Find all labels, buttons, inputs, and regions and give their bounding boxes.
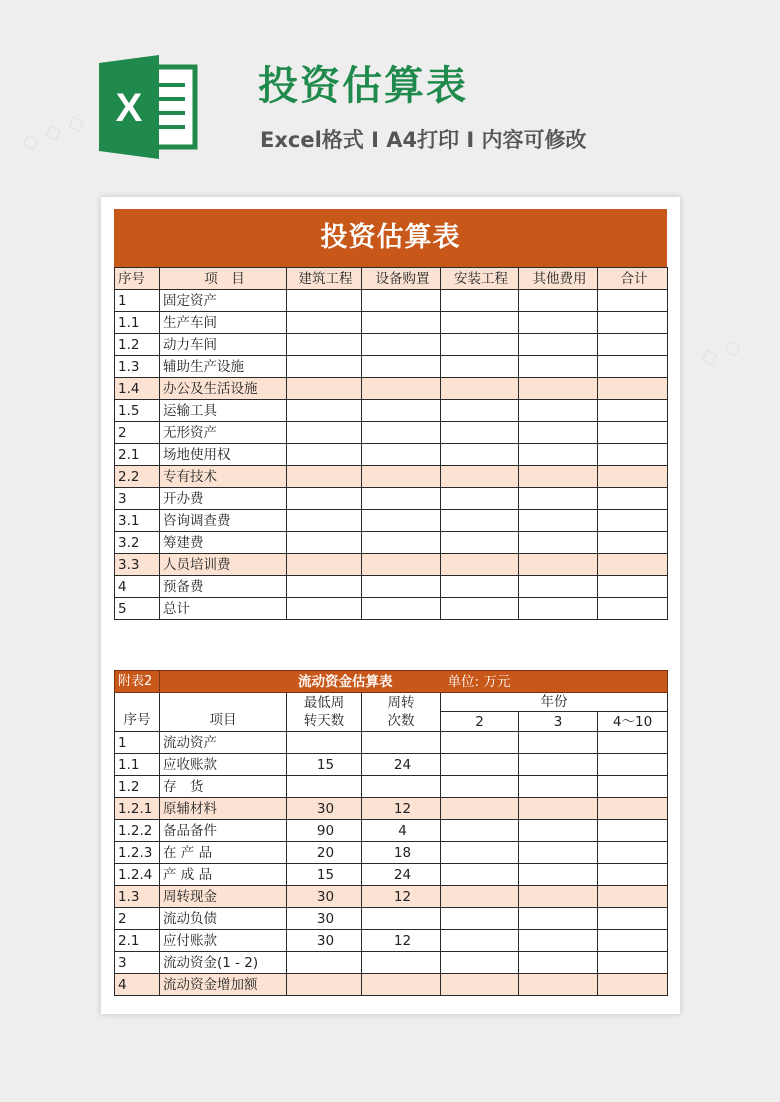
year-header: 年份 xyxy=(441,693,668,712)
min-turnover-days: 15 xyxy=(287,754,362,776)
empty-cell[interactable] xyxy=(519,820,598,842)
table-row xyxy=(115,598,668,620)
row-item: 总计 xyxy=(160,598,287,620)
row-item: 在 产 品 xyxy=(160,842,287,864)
table-row xyxy=(115,422,668,444)
empty-cell[interactable] xyxy=(362,400,441,422)
min-turnover-days xyxy=(287,776,362,798)
empty-cell[interactable] xyxy=(519,930,598,952)
table-row xyxy=(115,864,668,886)
empty-cell[interactable] xyxy=(598,488,668,510)
row-number: 3.1 xyxy=(115,510,160,532)
empty-cell[interactable] xyxy=(519,908,598,930)
column-header: 设备购置 xyxy=(362,268,441,290)
turnover-times: 12 xyxy=(362,886,441,908)
row-number: 1.3 xyxy=(115,356,160,378)
column-header xyxy=(362,693,441,732)
empty-cell[interactable] xyxy=(519,290,598,312)
min-days-header-line2: 转天数 xyxy=(303,713,345,729)
empty-cell[interactable] xyxy=(441,798,519,820)
empty-cell[interactable] xyxy=(287,400,362,422)
empty-cell[interactable] xyxy=(519,532,598,554)
empty-cell[interactable] xyxy=(362,576,441,598)
year-column-header: 2 xyxy=(441,712,519,732)
min-turnover-days: 15 xyxy=(287,864,362,886)
empty-cell[interactable] xyxy=(519,554,598,576)
row-number: 3.3 xyxy=(115,554,160,576)
table-row xyxy=(115,312,668,334)
turnover-times: 12 xyxy=(362,930,441,952)
empty-cell[interactable] xyxy=(519,598,598,620)
empty-cell[interactable] xyxy=(441,576,519,598)
row-number: 3.2 xyxy=(115,532,160,554)
empty-cell[interactable] xyxy=(519,378,598,400)
row-number: 2.2 xyxy=(115,466,160,488)
table-row xyxy=(115,776,668,798)
row-number: 1.1 xyxy=(115,754,160,776)
row-number: 1.5 xyxy=(115,400,160,422)
empty-cell[interactable] xyxy=(441,598,519,620)
empty-cell[interactable] xyxy=(362,532,441,554)
empty-cell[interactable] xyxy=(598,576,668,598)
empty-cell[interactable] xyxy=(598,842,668,864)
empty-cell[interactable] xyxy=(287,290,362,312)
row-item: 固定资产 xyxy=(160,290,287,312)
row-number: 1.3 xyxy=(115,886,160,908)
turnover-times xyxy=(362,776,441,798)
page-subtitle: Excel格式 I A4打印 I 内容可修改 xyxy=(260,128,587,152)
sheet1-title-banner: 投资估算表 xyxy=(114,209,667,267)
empty-cell[interactable] xyxy=(287,466,362,488)
empty-cell[interactable] xyxy=(519,334,598,356)
row-number: 1.2.4 xyxy=(115,864,160,886)
empty-cell[interactable] xyxy=(287,334,362,356)
empty-cell[interactable] xyxy=(598,400,668,422)
row-number: 4 xyxy=(115,974,160,996)
turnover-times xyxy=(362,908,441,930)
empty-cell[interactable] xyxy=(441,532,519,554)
unit-label: 单位: 万元 xyxy=(447,673,511,690)
table-row xyxy=(115,466,668,488)
empty-cell[interactable] xyxy=(598,864,668,886)
turnover-times xyxy=(362,952,441,974)
empty-cell[interactable] xyxy=(519,312,598,334)
sheet2-title-text: 流动资金估算表 xyxy=(298,673,393,690)
table-row xyxy=(115,290,668,312)
sheet2-title xyxy=(160,671,668,693)
min-turnover-days: 30 xyxy=(287,886,362,908)
row-item: 存 货 xyxy=(160,776,287,798)
table-row xyxy=(115,930,668,952)
row-item: 办公及生活设施 xyxy=(160,378,287,400)
empty-cell[interactable] xyxy=(598,422,668,444)
empty-cell[interactable] xyxy=(287,312,362,334)
empty-cell[interactable] xyxy=(287,576,362,598)
empty-cell[interactable] xyxy=(598,952,668,974)
column-header xyxy=(287,693,362,732)
watermark: ◇ ◇ xyxy=(696,333,745,372)
table-row xyxy=(115,576,668,598)
min-turnover-days: 30 xyxy=(287,908,362,930)
empty-cell[interactable] xyxy=(519,754,598,776)
turnover-times xyxy=(362,732,441,754)
empty-cell[interactable] xyxy=(362,334,441,356)
empty-cell[interactable] xyxy=(441,732,519,754)
table-header-row xyxy=(115,268,668,290)
empty-cell[interactable] xyxy=(519,732,598,754)
min-turnover-days: 20 xyxy=(287,842,362,864)
empty-cell[interactable] xyxy=(598,290,668,312)
empty-cell[interactable] xyxy=(598,820,668,842)
attachment-label: 附表2 xyxy=(115,671,160,693)
turnover-times: 24 xyxy=(362,864,441,886)
turnover-times: 4 xyxy=(362,820,441,842)
row-item: 流动资产 xyxy=(160,732,287,754)
empty-cell[interactable] xyxy=(287,510,362,532)
empty-cell[interactable] xyxy=(362,422,441,444)
turnover-header-line1: 周转 xyxy=(387,695,415,711)
empty-cell[interactable] xyxy=(598,466,668,488)
empty-cell[interactable] xyxy=(519,842,598,864)
empty-cell[interactable] xyxy=(598,378,668,400)
investment-estimate-table xyxy=(114,267,668,620)
empty-cell[interactable] xyxy=(598,732,668,754)
row-item: 流动资金(1 - 2) xyxy=(160,952,287,974)
empty-cell[interactable] xyxy=(441,886,519,908)
min-days-header-line1: 最低周 xyxy=(303,695,345,711)
empty-cell[interactable] xyxy=(519,798,598,820)
empty-cell[interactable] xyxy=(441,554,519,576)
empty-cell[interactable] xyxy=(362,312,441,334)
row-number: 1.4 xyxy=(115,378,160,400)
empty-cell[interactable] xyxy=(519,356,598,378)
row-item: 开办费 xyxy=(160,488,287,510)
row-item: 应付账款 xyxy=(160,930,287,952)
row-item: 流动资金增加额 xyxy=(160,974,287,996)
empty-cell[interactable] xyxy=(441,400,519,422)
empty-cell[interactable] xyxy=(598,754,668,776)
turnover-times xyxy=(362,974,441,996)
row-item: 产 成 品 xyxy=(160,864,287,886)
turnover-header-line2: 次数 xyxy=(387,713,415,729)
row-number: 2.1 xyxy=(115,444,160,466)
empty-cell[interactable] xyxy=(519,466,598,488)
empty-cell[interactable] xyxy=(362,356,441,378)
empty-cell[interactable] xyxy=(441,952,519,974)
empty-cell[interactable] xyxy=(598,776,668,798)
empty-cell[interactable] xyxy=(441,864,519,886)
empty-cell[interactable] xyxy=(362,488,441,510)
empty-cell[interactable] xyxy=(441,510,519,532)
row-number: 1.2.1 xyxy=(115,798,160,820)
year-column-header: 4～10 xyxy=(598,712,668,732)
row-item: 原辅材料 xyxy=(160,798,287,820)
empty-cell[interactable] xyxy=(441,356,519,378)
table-row xyxy=(115,378,668,400)
min-turnover-days xyxy=(287,974,362,996)
row-number: 1.2.2 xyxy=(115,820,160,842)
empty-cell[interactable] xyxy=(519,444,598,466)
row-number: 1 xyxy=(115,290,160,312)
row-item: 辅助生产设施 xyxy=(160,356,287,378)
empty-cell[interactable] xyxy=(598,974,668,996)
empty-cell[interactable] xyxy=(441,488,519,510)
min-turnover-days xyxy=(287,732,362,754)
table-header-row xyxy=(115,693,668,712)
column-header: 项 目 xyxy=(160,268,287,290)
row-item: 场地使用权 xyxy=(160,444,287,466)
empty-cell[interactable] xyxy=(362,598,441,620)
row-item: 应收账款 xyxy=(160,754,287,776)
row-item: 备品备件 xyxy=(160,820,287,842)
empty-cell[interactable] xyxy=(362,466,441,488)
empty-cell[interactable] xyxy=(441,334,519,356)
empty-cell[interactable] xyxy=(441,842,519,864)
table-row xyxy=(115,444,668,466)
empty-cell[interactable] xyxy=(598,444,668,466)
row-item: 无形资产 xyxy=(160,422,287,444)
table-row xyxy=(115,732,668,754)
row-item: 预备费 xyxy=(160,576,287,598)
empty-cell[interactable] xyxy=(362,444,441,466)
row-number: 2 xyxy=(115,422,160,444)
empty-cell[interactable] xyxy=(441,974,519,996)
table-row xyxy=(115,754,668,776)
column-header: 序号 xyxy=(115,693,160,732)
empty-cell[interactable] xyxy=(519,776,598,798)
empty-cell[interactable] xyxy=(362,378,441,400)
watermark: ◇ ◇ ◇ xyxy=(17,108,89,157)
empty-cell[interactable] xyxy=(441,466,519,488)
working-capital-table xyxy=(114,670,668,996)
row-item: 人员培训费 xyxy=(160,554,287,576)
empty-cell[interactable] xyxy=(519,422,598,444)
row-item: 筹建费 xyxy=(160,532,287,554)
turnover-times: 18 xyxy=(362,842,441,864)
table-row xyxy=(115,488,668,510)
table-row xyxy=(115,974,668,996)
empty-cell[interactable] xyxy=(598,930,668,952)
empty-cell[interactable] xyxy=(362,290,441,312)
row-item: 运输工具 xyxy=(160,400,287,422)
empty-cell[interactable] xyxy=(287,356,362,378)
empty-cell[interactable] xyxy=(287,444,362,466)
row-number: 4 xyxy=(115,576,160,598)
row-item: 周转现金 xyxy=(160,886,287,908)
empty-cell[interactable] xyxy=(519,952,598,974)
empty-cell[interactable] xyxy=(441,776,519,798)
empty-cell[interactable] xyxy=(519,400,598,422)
row-number: 2 xyxy=(115,908,160,930)
row-number: 1.1 xyxy=(115,312,160,334)
page-title: 投资估算表 xyxy=(258,63,468,109)
empty-cell[interactable] xyxy=(598,554,668,576)
empty-cell[interactable] xyxy=(598,334,668,356)
row-number: 5 xyxy=(115,598,160,620)
min-turnover-days: 30 xyxy=(287,930,362,952)
table-row xyxy=(115,886,668,908)
empty-cell[interactable] xyxy=(287,422,362,444)
excel-icon xyxy=(99,55,199,159)
empty-cell[interactable] xyxy=(287,532,362,554)
year-column-header: 3 xyxy=(519,712,598,732)
row-number: 3 xyxy=(115,488,160,510)
empty-cell[interactable] xyxy=(362,510,441,532)
empty-cell[interactable] xyxy=(598,532,668,554)
empty-cell[interactable] xyxy=(287,378,362,400)
empty-cell[interactable] xyxy=(598,886,668,908)
table-row xyxy=(115,356,668,378)
row-item: 动力车间 xyxy=(160,334,287,356)
row-number: 1.2 xyxy=(115,334,160,356)
table-row xyxy=(115,798,668,820)
empty-cell[interactable] xyxy=(287,598,362,620)
row-number: 2.1 xyxy=(115,930,160,952)
excel-logo-letter: X xyxy=(115,86,143,130)
empty-cell[interactable] xyxy=(441,820,519,842)
empty-cell[interactable] xyxy=(519,864,598,886)
table-title-row xyxy=(115,671,668,693)
empty-cell[interactable] xyxy=(598,908,668,930)
table-row xyxy=(115,842,668,864)
empty-cell[interactable] xyxy=(598,510,668,532)
table-row xyxy=(115,400,668,422)
empty-cell[interactable] xyxy=(519,576,598,598)
min-turnover-days xyxy=(287,952,362,974)
row-number: 3 xyxy=(115,952,160,974)
table-row xyxy=(115,952,668,974)
table-row xyxy=(115,510,668,532)
row-number: 1.2 xyxy=(115,776,160,798)
empty-cell[interactable] xyxy=(441,754,519,776)
empty-cell[interactable] xyxy=(441,930,519,952)
empty-cell[interactable] xyxy=(287,488,362,510)
min-turnover-days: 90 xyxy=(287,820,362,842)
empty-cell[interactable] xyxy=(598,312,668,334)
table-row xyxy=(115,820,668,842)
turnover-times: 24 xyxy=(362,754,441,776)
empty-cell[interactable] xyxy=(519,974,598,996)
empty-cell[interactable] xyxy=(441,908,519,930)
column-header: 合计 xyxy=(598,268,668,290)
row-number: 1.2.3 xyxy=(115,842,160,864)
empty-cell[interactable] xyxy=(519,510,598,532)
empty-cell[interactable] xyxy=(441,444,519,466)
row-item: 咨询调查费 xyxy=(160,510,287,532)
column-header: 安装工程 xyxy=(441,268,519,290)
empty-cell[interactable] xyxy=(362,554,441,576)
empty-cell[interactable] xyxy=(519,488,598,510)
table-row xyxy=(115,532,668,554)
row-item: 生产车间 xyxy=(160,312,287,334)
empty-cell[interactable] xyxy=(519,886,598,908)
row-number: 1 xyxy=(115,732,160,754)
table-row xyxy=(115,908,668,930)
table-row xyxy=(115,334,668,356)
empty-cell[interactable] xyxy=(287,554,362,576)
column-header: 项目 xyxy=(160,693,287,732)
empty-cell[interactable] xyxy=(441,378,519,400)
empty-cell[interactable] xyxy=(598,356,668,378)
column-header: 其他费用 xyxy=(519,268,598,290)
table-row xyxy=(115,554,668,576)
empty-cell[interactable] xyxy=(441,290,519,312)
row-item: 专有技术 xyxy=(160,466,287,488)
column-header: 建筑工程 xyxy=(287,268,362,290)
empty-cell[interactable] xyxy=(598,598,668,620)
min-turnover-days: 30 xyxy=(287,798,362,820)
empty-cell[interactable] xyxy=(441,422,519,444)
empty-cell[interactable] xyxy=(441,312,519,334)
turnover-times: 12 xyxy=(362,798,441,820)
column-header: 序号 xyxy=(115,268,160,290)
empty-cell[interactable] xyxy=(598,798,668,820)
row-item: 流动负债 xyxy=(160,908,287,930)
